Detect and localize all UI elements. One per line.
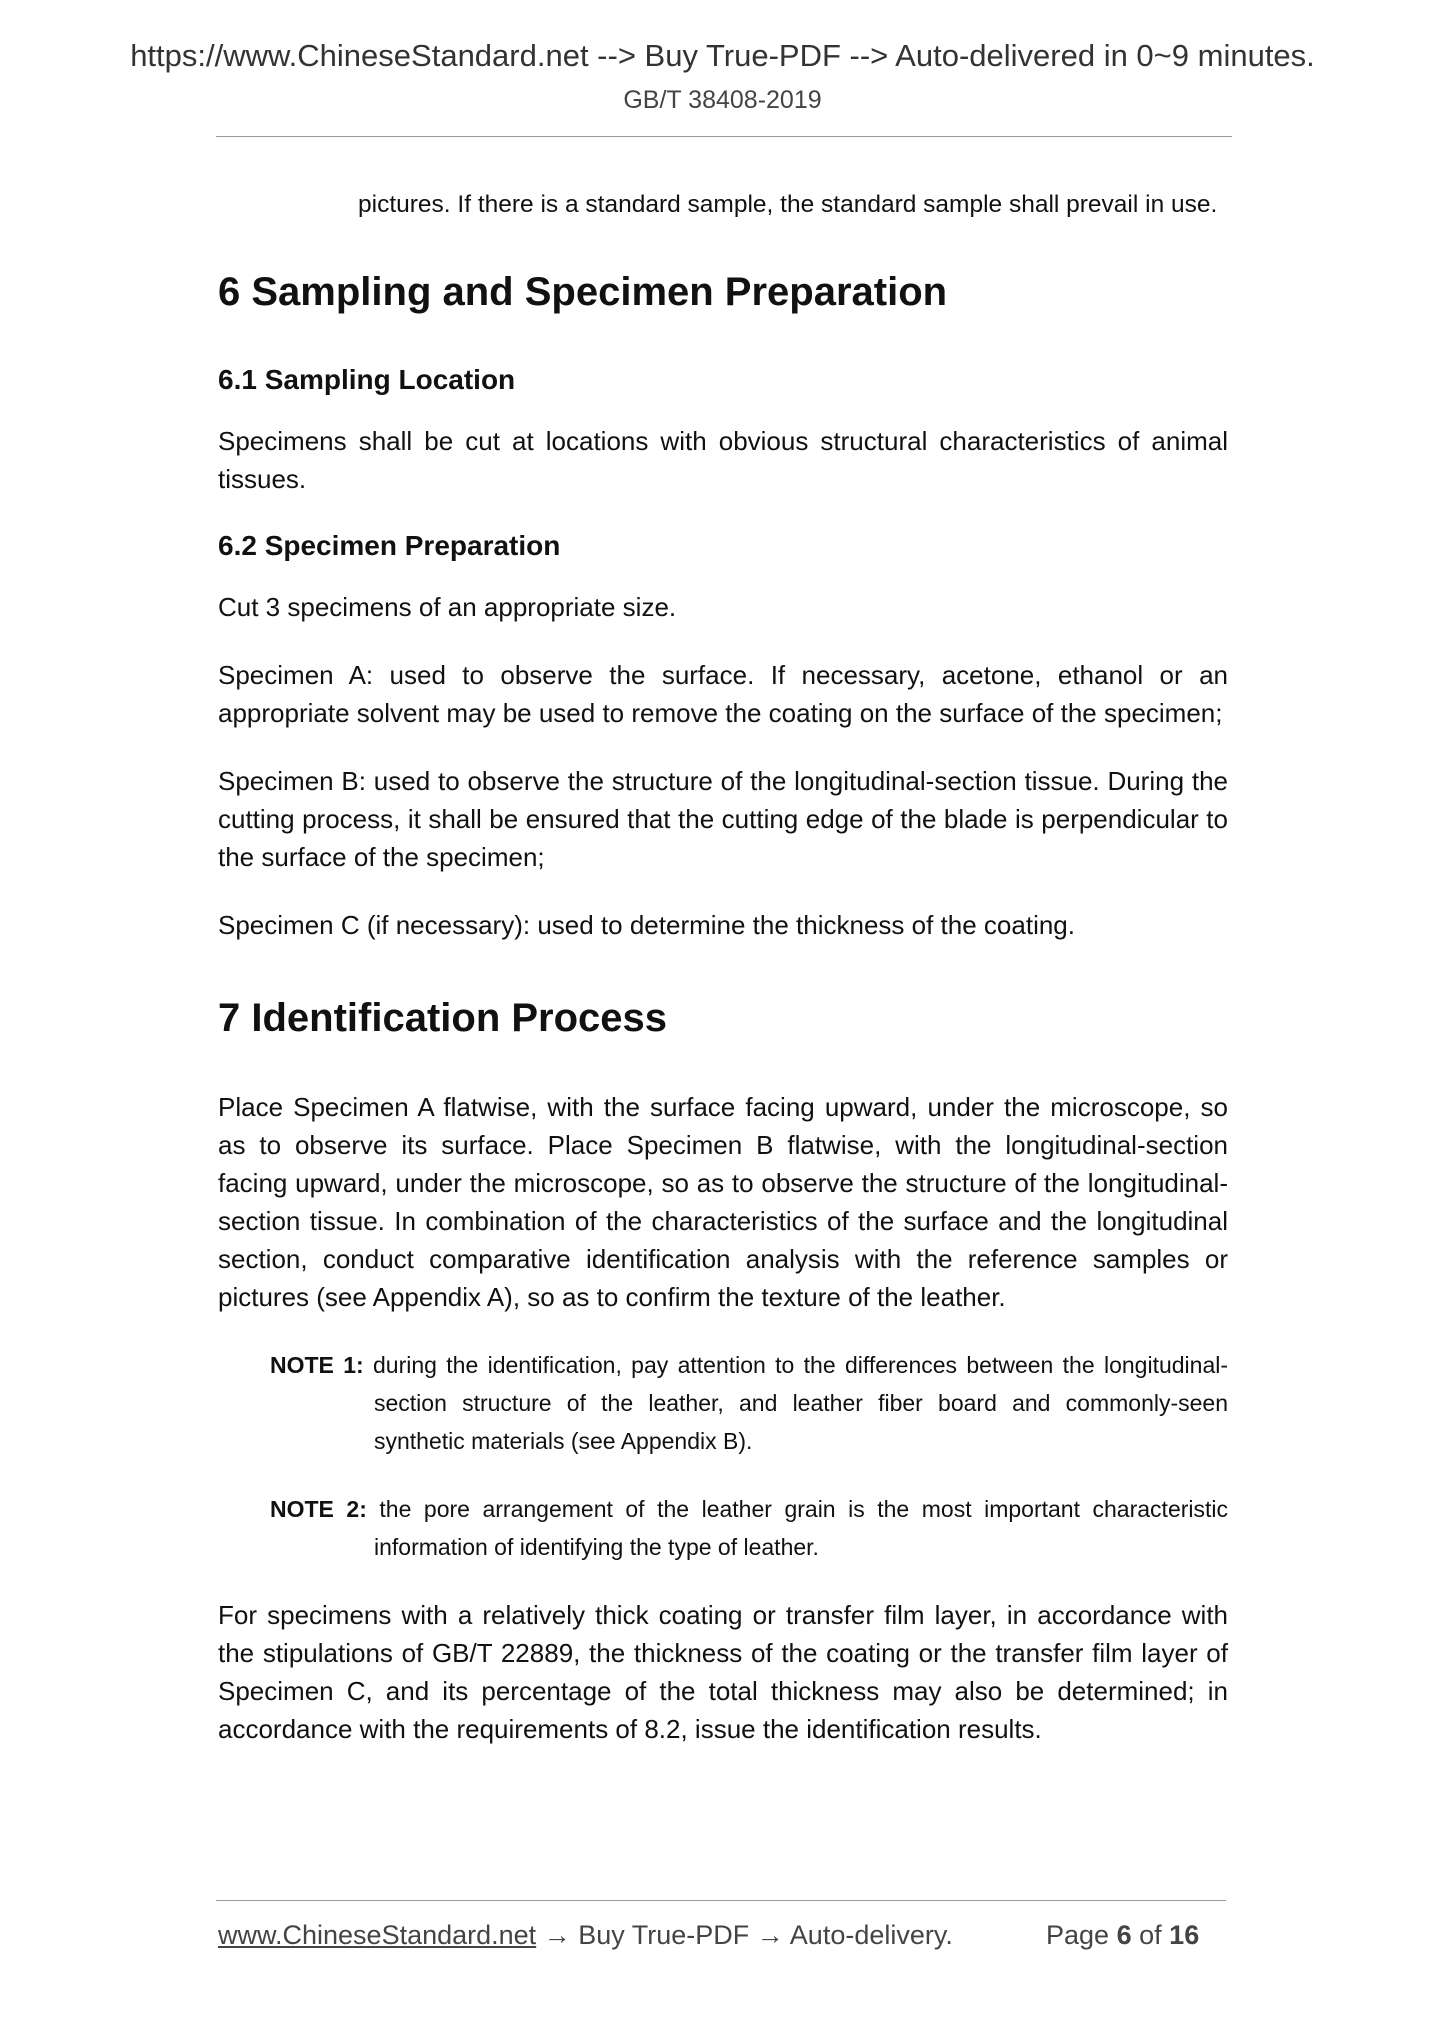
section-6-2-heading: 6.2 Specimen Preparation — [218, 530, 561, 561]
note-2-label: NOTE 2: — [270, 1496, 367, 1522]
header-divider — [216, 136, 1232, 137]
note-1-text: during the identification, pay attention to the differences between the longitudinal-section structure of the leather, and leather fiber board and commonly-seen synthetic materials (see Appendix B). — [373, 1352, 1229, 1454]
of-word: of — [1139, 1920, 1162, 1950]
section-6-2-paragraph-2: Specimen A: used to observe the surface. If necessary, acetone, ethanol or an appropriate solvent may be used to remove the coating on the surface of the specimen; — [218, 660, 1228, 728]
page-indicator — [1046, 1920, 1199, 1951]
footer-site-link[interactable]: www.ChineseStandard.net — [218, 1920, 537, 1950]
footer-left — [218, 1920, 953, 1951]
section-6-2-paragraph-3: Specimen B: used to observe the structure of the longitudinal-section tissue. During the cutting process, it shall be ensured that the cutting edge of the blade is perpendicular to the surface of the specimen; — [218, 766, 1228, 872]
arrow-icon: → — [756, 1920, 784, 1950]
arrow-icon: → — [543, 1920, 571, 1950]
document-body — [218, 186, 1228, 1748]
note-2-text: the pore arrangement of the leather grain is the most important characteristic information of identifying the type of leather. — [374, 1496, 1228, 1560]
section-6-1-heading: 6.1 Sampling Location — [218, 364, 516, 395]
footer-buy-text: Buy True-PDF — [578, 1920, 750, 1950]
section-6-2-paragraph-1: Cut 3 specimens of an appropriate size. — [218, 592, 677, 622]
note-1-label: NOTE 1: — [270, 1352, 364, 1378]
section-7-heading: 7 Identification Process — [218, 996, 668, 1040]
section-7-paragraph-2: For specimens with a relatively thick coating or transfer film layer, in accordance with the stipulations of GB/T 22889, the thickness of the coating or the transfer film layer of Specimen C, and its percentage of the total thickness may also be determined; in accordance with the requirements of 8.2, issue the identification results. — [218, 1600, 1228, 1744]
note-1 — [270, 1346, 1228, 1460]
footer-delivery-text: Auto-delivery. — [789, 1920, 953, 1950]
page-total: 16 — [1169, 1920, 1200, 1950]
section-6-2-paragraph-4: Specimen C (if necessary): used to determine the thickness of the coating. — [218, 910, 1075, 940]
footer-divider — [216, 1900, 1226, 1901]
standard-code: GB/T 38408-2019 — [623, 86, 822, 114]
section-6-1-paragraph: Specimens shall be cut at locations with obvious structural characteristics of animal tissues. — [218, 426, 1228, 494]
page-current: 6 — [1116, 1920, 1132, 1950]
continued-paragraph: pictures. If there is a standard sample, the standard sample shall prevail in use. — [358, 191, 1218, 218]
page-word: Page — [1046, 1920, 1110, 1950]
note-2 — [270, 1490, 1228, 1566]
section-7-paragraph-1: Place Specimen A flatwise, with the surface facing upward, under the microscope, so as to observe its surface. Place Specimen B flatwise, with the longitudinal-section facing upward, under the microscope, so as to observe the structure of the longitudinal-section tissue. In combination of the characteristics of the surface and the longitudinal section, conduct comparative identification analysis with the reference samples or pictures (see Appendix A), so as to confirm the texture of the leather. — [218, 1092, 1228, 1312]
header-banner: https://www.ChineseStandard.net --> Buy True-PDF --> Auto-delivered in 0~9 minutes. — [130, 38, 1315, 73]
section-6-heading: 6 Sampling and Specimen Preparation — [218, 270, 948, 314]
